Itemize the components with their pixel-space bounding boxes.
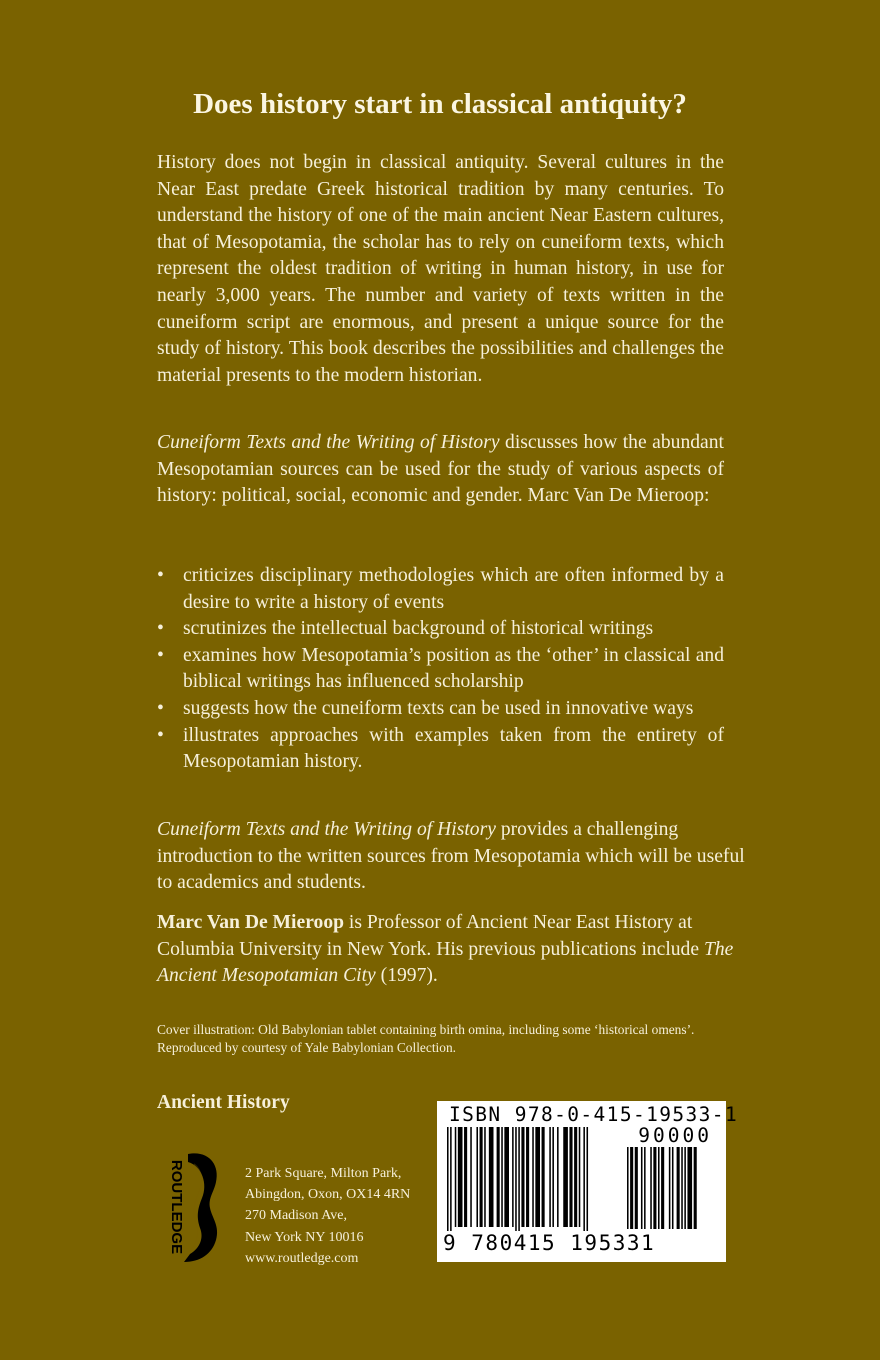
book-title: Cuneiform Texts and the Writing of History bbox=[157, 819, 496, 840]
barcode-bar bbox=[669, 1147, 671, 1229]
barcode-bar bbox=[650, 1147, 652, 1229]
barcode-bar bbox=[501, 1127, 503, 1227]
address-line: Abingdon, Oxon, OX14 4RN bbox=[245, 1187, 411, 1203]
barcode-bar bbox=[587, 1127, 589, 1231]
previous-title: The Ancient Mesopotamian City bbox=[157, 938, 734, 987]
barcode-bar bbox=[630, 1147, 633, 1229]
barcode-bar bbox=[464, 1127, 467, 1227]
book-title: Cuneiform Texts and the Writing of History bbox=[157, 432, 500, 453]
series-label: Ancient History bbox=[157, 1092, 290, 1113]
barcode-bar bbox=[532, 1127, 534, 1227]
address-line: New York NY 10016 bbox=[245, 1229, 364, 1245]
barcode-bar bbox=[641, 1147, 643, 1229]
list-item-text: illustrates approaches with examples taken from the entirety of Mesopotamian history. bbox=[183, 724, 724, 773]
feature-list bbox=[157, 563, 724, 776]
barcode-bar bbox=[447, 1127, 449, 1231]
barcode-bar bbox=[574, 1127, 577, 1227]
publisher-website: www.routledge.com bbox=[245, 1250, 359, 1266]
barcode-bar bbox=[542, 1127, 545, 1227]
barcode-bar bbox=[489, 1127, 494, 1227]
list-item bbox=[157, 563, 724, 616]
barcode-bar bbox=[653, 1147, 656, 1229]
barcode-bar bbox=[684, 1147, 686, 1229]
list-item bbox=[157, 643, 724, 696]
barcode-bar bbox=[583, 1127, 585, 1231]
cover-credit: Cover illustration: Old Babylonian tablet containing birth omina, including some ‘historical omens’. Reproduced by courtesy of Yale Babylonian Collection. bbox=[157, 1022, 695, 1055]
barcode-bar bbox=[635, 1147, 638, 1229]
bullet-icon: • bbox=[157, 618, 164, 640]
bullet-icon: • bbox=[157, 565, 164, 586]
barcode-bar bbox=[681, 1147, 683, 1229]
barcode-bar bbox=[549, 1127, 551, 1227]
discussion-paragraph bbox=[157, 430, 724, 510]
barcode-bar bbox=[526, 1127, 529, 1227]
logo-wordmark: ROUTLEDGE bbox=[168, 1159, 185, 1255]
bullet-icon: • bbox=[157, 724, 164, 746]
barcode-bar bbox=[677, 1147, 680, 1229]
barcode-addon-bars bbox=[627, 1147, 715, 1229]
previous-year: (1997). bbox=[375, 965, 438, 987]
barcode-bar bbox=[497, 1127, 500, 1227]
barcode-bar bbox=[552, 1127, 554, 1227]
barcode-bar bbox=[694, 1147, 697, 1229]
address-line: 2 Park Square, Milton Park, bbox=[245, 1166, 402, 1181]
list-item bbox=[157, 696, 724, 723]
barcode-bar bbox=[563, 1127, 568, 1227]
intro-paragraph: History does not begin in classical antiquity. Several cultures in the Near East predate Greek historical tradition by many centuries. To understand the history of one of the main ancient Near Eastern cultures, that of Mesopotamia, the scholar has to rely on cuneiform texts, which represent the oldest tradition of writing in human history, in use for nearly 3,000 years. The number and variety of texts written in the cuneiform script are enormous, and present a unique source for the study of history. This book describes the possibilities and challenges the material presents to the modern historian. bbox=[157, 152, 724, 386]
barcode-bar bbox=[515, 1127, 517, 1231]
barcode-bar bbox=[569, 1127, 572, 1227]
barcode-bar bbox=[480, 1127, 483, 1227]
list-item bbox=[157, 616, 724, 643]
ean-number: 9 780415 195331 bbox=[443, 1231, 656, 1255]
list-item bbox=[157, 723, 724, 776]
barcode-bar bbox=[455, 1127, 457, 1227]
isbn-label: ISBN 978-0-415-19533-1 bbox=[449, 1103, 739, 1126]
barcode-bar bbox=[504, 1127, 509, 1227]
list-item-text: criticizes disciplinary methodologies which are often informed by a desire to write a history of events bbox=[183, 565, 724, 613]
back-cover-heading: Does history start in classical antiquity? bbox=[193, 88, 687, 120]
author-bio: is Professor of Ancient Near East History at Columbia University in New York. His previous publications include bbox=[157, 912, 704, 960]
list-item-text: examines how Mesopotamia’s position as the ‘other’ in classical and biblical writings has influenced scholarship bbox=[183, 644, 724, 693]
publisher-address bbox=[245, 1163, 445, 1269]
barcode-bar bbox=[535, 1127, 540, 1227]
barcode-bars bbox=[447, 1127, 615, 1231]
isbn-barcode bbox=[437, 1101, 739, 1262]
author-name: Marc Van De Mieroop bbox=[157, 912, 345, 933]
address-line: 270 Madison Ave, bbox=[245, 1208, 348, 1224]
price-code: 90000 bbox=[638, 1124, 712, 1147]
barcode-bar bbox=[470, 1127, 472, 1227]
summary-paragraph bbox=[157, 817, 747, 897]
barcode-bar bbox=[661, 1147, 664, 1229]
discussion-text: discusses how the abundant Mesopotamian sources can be used for the study of various aspects of history: political, social, economic and gender. Marc Van De Mieroop: bbox=[157, 432, 724, 507]
barcode-bar bbox=[687, 1147, 692, 1229]
barcode-bar bbox=[557, 1127, 559, 1227]
barcode-bar bbox=[458, 1127, 463, 1227]
summary-text: provides a challenging introduction to the written sources from Mesopotamia which will be useful to academics and students. bbox=[157, 819, 745, 894]
barcode-bar bbox=[627, 1147, 629, 1229]
barcode-bar bbox=[512, 1127, 514, 1227]
list-item-text: suggests how the cuneiform texts can be used in innovative ways bbox=[183, 697, 694, 719]
barcode-bar bbox=[579, 1127, 581, 1227]
barcode-bar bbox=[658, 1147, 660, 1229]
barcode-bar bbox=[476, 1127, 478, 1227]
routledge-logo bbox=[150, 1150, 230, 1265]
barcode-bar bbox=[521, 1127, 524, 1227]
barcode-bar bbox=[450, 1127, 452, 1231]
barcode-bar bbox=[672, 1147, 674, 1229]
bullet-icon: • bbox=[157, 644, 164, 666]
bullet-icon: • bbox=[157, 697, 164, 719]
barcode-bar bbox=[644, 1147, 646, 1229]
list-item-text: scrutinizes the intellectual background of historical writings bbox=[183, 618, 654, 640]
author-paragraph bbox=[157, 910, 747, 990]
barcode-bar bbox=[518, 1127, 520, 1231]
barcode-bar bbox=[484, 1127, 486, 1227]
